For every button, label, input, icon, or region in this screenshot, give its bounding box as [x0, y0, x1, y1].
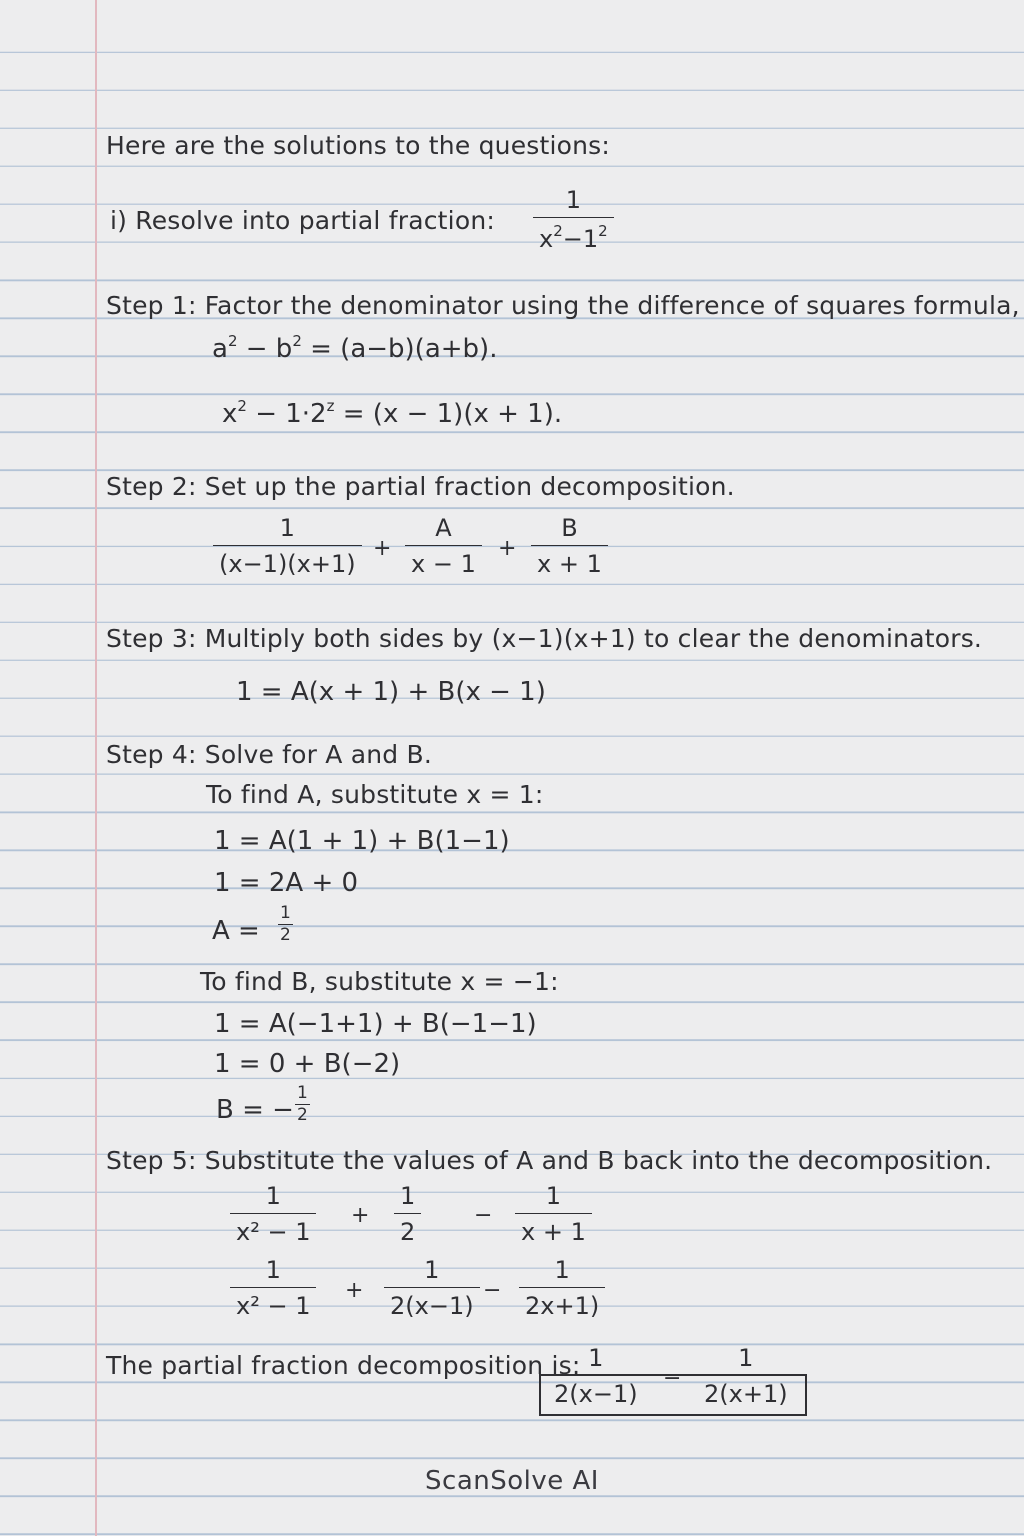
- find-b-instruction: To find B, substitute x = −1:: [200, 967, 559, 996]
- a-equation-2: 1 = 2A + 0: [214, 868, 359, 898]
- step2-fraction-1: [213, 516, 362, 576]
- step2-fraction-2: [405, 516, 482, 576]
- question-label: i) Resolve into partial fraction:: [110, 206, 495, 235]
- footer-brand: ScanSolve AI: [425, 1466, 599, 1496]
- denominator: x − 1: [405, 545, 482, 576]
- question-fraction: [533, 188, 614, 251]
- question-numerator: 1: [565, 186, 581, 214]
- den-base: x: [539, 225, 554, 253]
- b-equation-1: 1 = A(−1+1) + B(−1−1): [214, 1009, 537, 1039]
- numerator: 1: [280, 903, 291, 923]
- step5-row1-fraction-1: [230, 1184, 316, 1244]
- numerator: 1: [545, 1182, 562, 1210]
- find-a-instruction: To find A, substitute x = 1:: [206, 780, 544, 809]
- denominator: x² − 1: [230, 1213, 316, 1244]
- plus-sign: +: [373, 536, 392, 561]
- denominator: x + 1: [531, 545, 608, 576]
- final-fraction-2: [698, 1346, 794, 1406]
- b-result-lhs: B = −: [216, 1095, 294, 1125]
- b-equation-2: 1 = 0 + B(−2): [214, 1049, 401, 1079]
- final-fraction-1: [548, 1346, 644, 1406]
- denominator: 2(x+1): [698, 1375, 794, 1406]
- step3-heading: Step 3: Multiply both sides by (x−1)(x+1) to clear the denominators.: [106, 624, 983, 653]
- step4-heading: Step 4: Solve for A and B.: [106, 740, 433, 769]
- final-label: The partial fraction decomposition is:: [106, 1351, 581, 1380]
- a-equation-1: 1 = A(1 + 1) + B(1−1): [214, 826, 510, 856]
- numerator: A: [435, 514, 452, 542]
- step1-formula: [212, 334, 497, 362]
- step5-row1-fraction-2: [394, 1184, 421, 1244]
- plus-sign: +: [351, 1203, 370, 1228]
- line-exp2: z: [326, 397, 335, 415]
- formula-mid: − b: [237, 334, 293, 364]
- numerator: 1: [554, 1256, 570, 1284]
- intro-text: Here are the solutions to the questions:: [106, 131, 611, 160]
- step5-row2-fraction-2: [384, 1258, 480, 1318]
- line-exp: 2: [237, 397, 247, 415]
- numerator: 1: [265, 1182, 281, 1210]
- step5-heading: Step 5: Substitute the values of A and B back into the decomposition.: [106, 1146, 993, 1175]
- denominator: 2x+1): [519, 1287, 605, 1318]
- step5-row1-fraction-3: [515, 1184, 592, 1244]
- line-mid: − 1·2: [246, 399, 327, 429]
- numerator: 1: [400, 1182, 416, 1210]
- denominator: 2: [297, 1105, 308, 1125]
- question-denominator: [533, 217, 614, 251]
- plus-sign: +: [498, 536, 517, 561]
- den-minus: −1: [562, 225, 599, 253]
- line-rest: = (x − 1)(x + 1).: [334, 399, 563, 429]
- numerator: 1: [265, 1256, 281, 1284]
- plus-sign: +: [345, 1278, 364, 1303]
- step5-row2-fraction-3: [519, 1258, 605, 1318]
- den-exp2: 2: [598, 222, 608, 240]
- denominator: 2(x−1): [548, 1375, 644, 1406]
- numerator: 1: [738, 1344, 754, 1372]
- numerator: 1: [297, 1083, 308, 1103]
- numerator: B: [561, 514, 578, 542]
- den-exp: 2: [553, 222, 563, 240]
- step2-heading: Step 2: Set up the partial fraction decomposition.: [106, 472, 735, 501]
- denominator: x² − 1: [230, 1287, 316, 1318]
- a-result-lhs: A =: [212, 916, 260, 946]
- step2-fraction-3: [531, 516, 608, 576]
- numerator: 1: [424, 1256, 440, 1284]
- denominator: (x−1)(x+1): [213, 545, 362, 576]
- step3-equation: 1 = A(x + 1) + B(x − 1): [236, 677, 546, 707]
- numerator: 1: [588, 1344, 604, 1372]
- step1-heading: Step 1: Factor the denominator using the difference of squares formula,: [106, 291, 1020, 320]
- formula-a: a: [212, 334, 228, 364]
- a-result-fraction: [278, 905, 293, 944]
- step1-factored: [222, 399, 562, 427]
- line-base: x: [222, 399, 238, 429]
- numerator: 1: [279, 514, 295, 542]
- denominator: 2(x−1): [384, 1287, 480, 1318]
- denominator: 2: [280, 925, 291, 945]
- minus-sign: −: [483, 1278, 502, 1303]
- minus-sign: −: [663, 1366, 682, 1391]
- denominator: 2: [394, 1213, 421, 1244]
- formula-exp: 2: [227, 332, 238, 350]
- notebook-margin-line: [95, 0, 97, 1536]
- denominator: x + 1: [515, 1213, 592, 1244]
- formula-rest: = (a−b)(a+b).: [301, 334, 498, 364]
- b-result-fraction: [295, 1085, 310, 1124]
- minus-sign: −: [474, 1203, 493, 1228]
- step5-row2-fraction-1: [230, 1258, 316, 1318]
- formula-exp2: 2: [292, 332, 302, 350]
